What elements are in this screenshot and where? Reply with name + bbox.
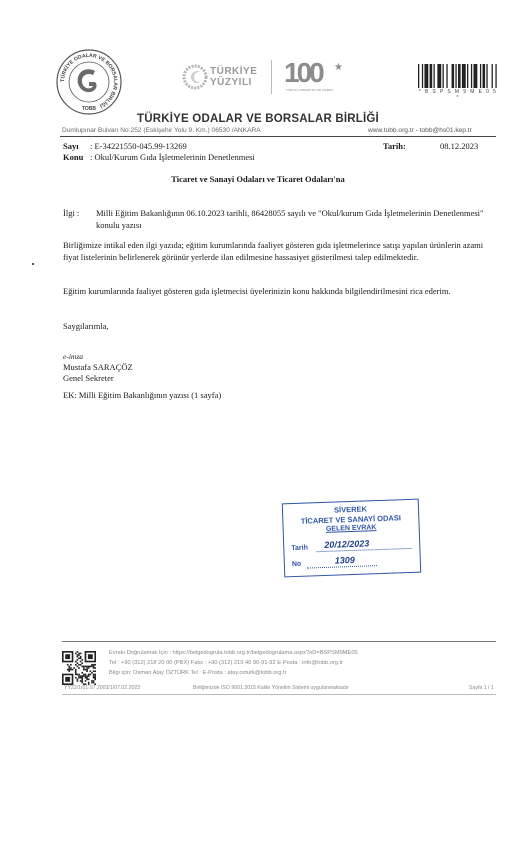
org-address: Dumlupınar Bulvarı No:252 (Eskişehir Yolu 9. Km.) 06530 /ANKARA (62, 127, 261, 134)
turkiye-line2: YÜZYILI (210, 77, 252, 88)
org-web-links[interactable]: www.tobb.org.tr - tobb@hs01.kep.tr (368, 127, 472, 134)
incoming-document-stamp (282, 499, 421, 578)
stamp-line-1: SİVEREK (333, 504, 368, 515)
org-name: TÜRKİYE ODALAR VE BORSALAR BİRLİĞİ (137, 113, 379, 125)
barcode (418, 64, 498, 88)
margin-mark (32, 263, 34, 265)
crescent-star-icon (182, 62, 208, 92)
signer-name: Mustafa SARAÇÖZ (63, 362, 133, 372)
tarih-label: Tarih: (383, 141, 406, 151)
addressee: Ticaret ve Sanayi Odaları ve Ticaret Odaları'na (171, 174, 345, 184)
stamp-no-value: 1309 (334, 554, 355, 566)
stamp-line-3: GELEN EVRAK (325, 524, 377, 533)
header-rule (60, 136, 496, 137)
body-paragraph-2: Eğitim kurumlarında faaliyet gösteren gıda işletmecisi üyelerinizin konu hakkında bilgilendirilmesini rica ederim. (63, 286, 451, 296)
turkiye-line1: TÜRKİYE (210, 66, 258, 77)
signer-title: Genel Sekreter (63, 373, 114, 383)
sayi-value: : E-34221550-045.99-13269 (90, 141, 187, 151)
barcode-text: * B S P S M 9 M E 0 5 * (418, 89, 498, 101)
footer-contact: Bilgi için: Osman Atay ÖZTÜRK Tel : E-Posta : atay.ozturk@tobb.org.tr (109, 670, 287, 676)
footer-bottom-rule (62, 694, 496, 695)
centennial-caption: TÜRKİYE CUMHURİYETİ 100 YAŞINDA (286, 89, 333, 92)
centennial-100-logo (282, 58, 348, 98)
stamp-no-line (307, 565, 377, 568)
tarih-value: 08.12.2023 (440, 141, 479, 151)
body-paragraph-1: Birliğimize intikal eden ilgi yazıda; eğitim kurumlarında faaliyet gösteren gıda işletmelerince satışı yapılan ürünlerin azami fiyat listelerinin belirlenerek görünür yerlerde ilan edilmesine hassasiyet gösterilmesi talep edilmektedir. (63, 240, 484, 262)
e-signature-note: e-imza (63, 352, 83, 361)
stamp-no-label: No (291, 560, 302, 569)
logo-abbr: TOBB (81, 106, 97, 112)
stamp-line-2: TİCARET VE SANAYİ ODASI (300, 513, 402, 526)
qr-code[interactable] (62, 651, 96, 685)
footer-iso-note: Birliğimizde ISO 9001:2015 Kalite Yönetim Sistemi uygulanmaktadır (193, 685, 349, 691)
konu-value: : Okul/Kurum Gıda İşletmelerinin Denetlenmesi (90, 152, 255, 162)
stamp-date-label: Tarih (291, 544, 309, 553)
header-divider (271, 60, 272, 94)
footer-page-number: Sayfa 1 / 1 (469, 685, 494, 691)
footer-phone: Tel : +90 (312) 218 20 00 (PBX) Faks : +90 (312) 219 40 90-91-92 E-Posta : info@tobb.org.tr (109, 660, 344, 666)
footer-rule (62, 641, 496, 642)
konu-label: Konu (63, 152, 84, 162)
turkiye-yuzyili-logo (182, 62, 272, 92)
footer-doc-code: YY22/1/01.07.2003/1/07.02.2023 (64, 685, 141, 691)
closing: Saygılarımla, (63, 321, 109, 331)
sayi-label: Sayı (63, 141, 79, 151)
centennial-number: 100 (284, 57, 322, 88)
ilgi-text: Milli Eğitim Bakanlığının 06.10.2023 tarihli, 86428055 sayılı ve "Okul/kurum Gıda İşletmelerinin Denetlenmesi" konulu yazısı (96, 208, 484, 230)
attachment: EK: Milli Eğitim Bakanlığının yazısı (1 sayfa) (63, 390, 222, 400)
stamp-date-value: 20/12/2023 (324, 538, 370, 550)
logo-ring-text: TÜRKİYE ODALAR VE BORSALAR BİRLİĞİ (59, 52, 119, 109)
footer-verify-link[interactable]: Evrakı Doğrulamak İçin : https://belgedogrula.tobb.org.tr/belgedogrulama.aspx?eD=BSPSM9ME05 (109, 650, 358, 656)
tobb-seal-logo (55, 48, 123, 116)
star-icon: ★ (334, 62, 343, 73)
ilgi-label: İlgi : (63, 208, 80, 218)
